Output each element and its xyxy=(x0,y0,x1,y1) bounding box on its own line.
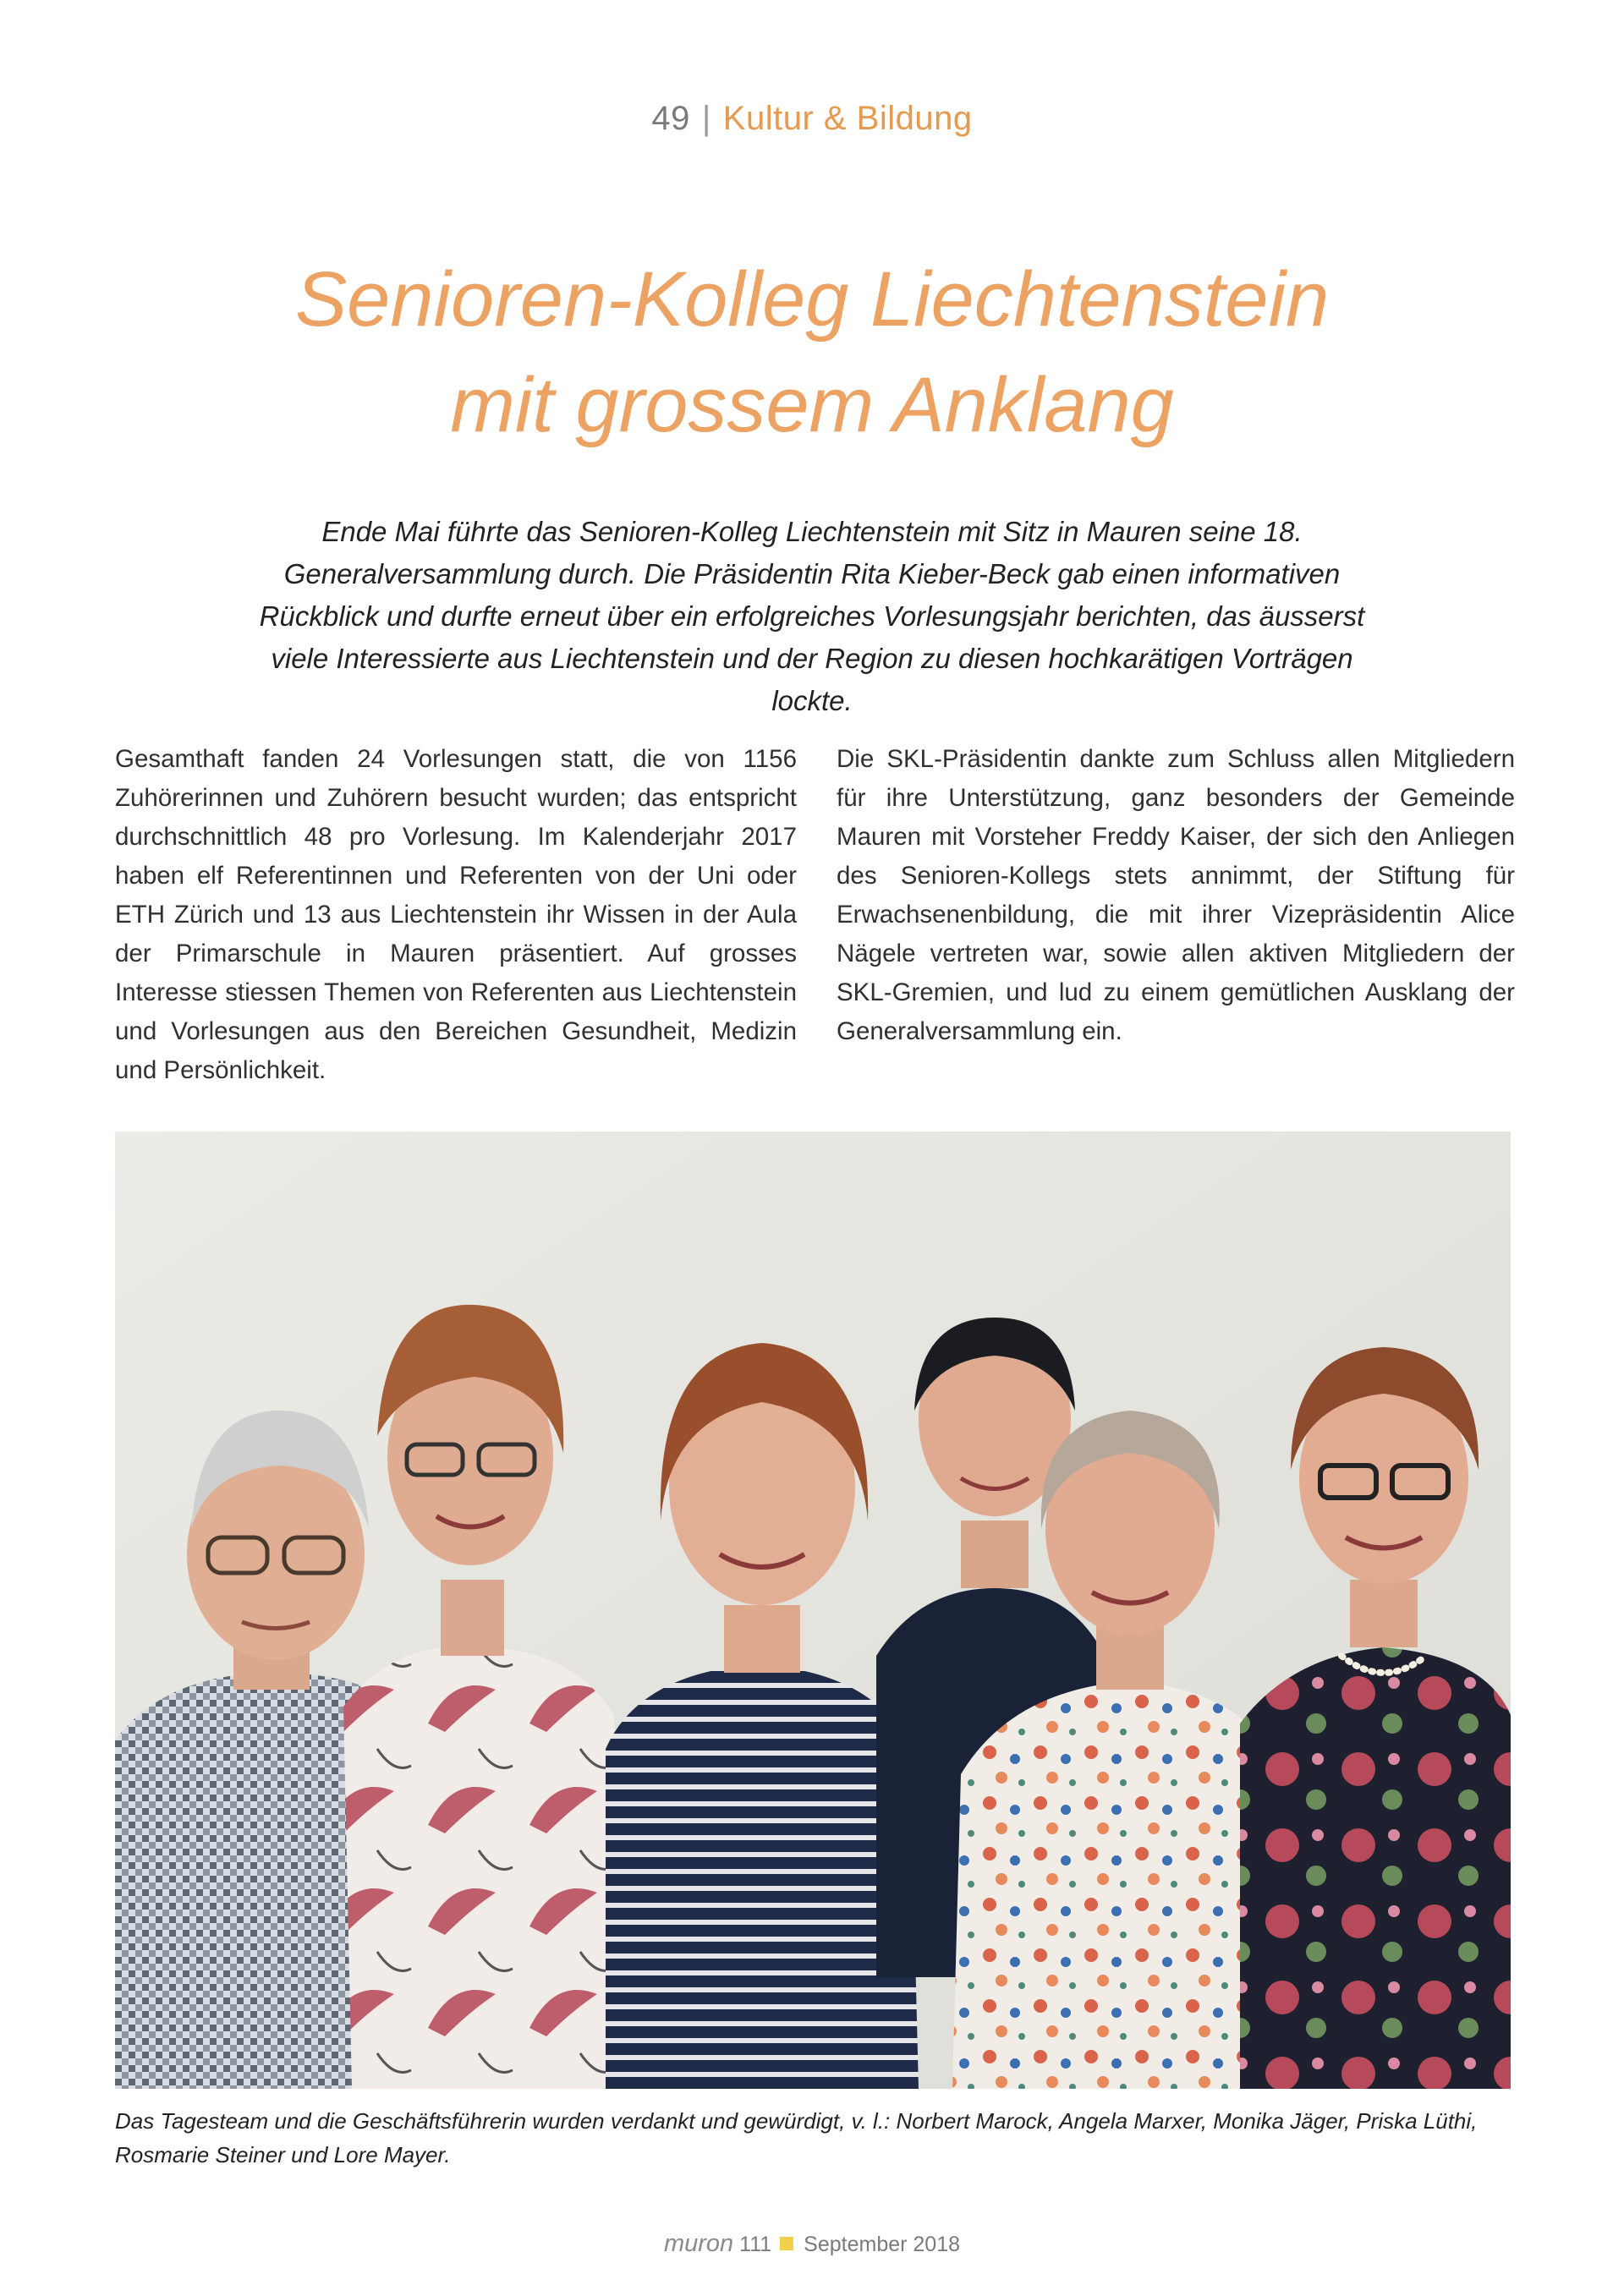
page-number: 49 xyxy=(651,100,690,137)
title-line-2: mit grossem Anklang xyxy=(450,362,1174,448)
article-lead: Ende Mai führte das Senioren-Kolleg Liechtenstein mit Sitz in Mauren seine 18. Generalversammlung durch. Die Präsidentin Rita Kieber-Beck gab einen informativen Rückblick und durfte erneut über ein erfolgreiches Vorlesungsjahr berichten, das äusserst viele Interessierte aus Liechtenstein und der Region zu diesen hochkarätigen Vorträgen lockte. xyxy=(259,516,1365,716)
magazine-name: muron xyxy=(663,2230,734,2257)
header-separator: | xyxy=(701,100,711,137)
issue-number: 111 xyxy=(739,2233,772,2256)
footer-square-icon xyxy=(780,2237,793,2250)
issue-date: September 2018 xyxy=(804,2233,961,2256)
page-footer xyxy=(0,2230,1624,2258)
body-column-right: Die SKL-Präsidentin dankte zum Schluss allen Mitgliedern für ihre Unterstützung, ganz besonders der Gemeinde Mauren mit Vorsteher Freddy Kaiser, der sich den Anliegen des Senioren-Kollegs stets annimmt, der Stiftung für Erwachsenenbildung, die mit ihrer Vizepräsidentin Alice Nägele vertreten war, sowie allen aktiven Mitgliedern der SKL-Gremien, und lud zu einem gemütlichen Ausklang der Generalversammlung ein. xyxy=(837,745,1515,1045)
article-title xyxy=(118,247,1506,458)
body-column-left: Gesamthaft fanden 24 Vorlesungen statt, die von 1156 Zuhörerinnen und Zuhörern besucht wurden; das entspricht durchschnittlich 48 pro Vorlesung. Im Kalenderjahr 2017 haben elf Referentinnen und Referenten von der Uni oder ETH Zürich und 13 aus Liechtenstein ihr Wissen in der Aula der Primarschule in Mauren präsentiert. Auf grosses Interesse stiessen Themen von Referenten aus Liechtenstein und Vorlesungen aus den Bereichen Gesundheit, Medizin und Persönlichkeit. xyxy=(115,745,797,1084)
group-photo-illustration xyxy=(115,1132,1511,2089)
section-title: Kultur & Bildung xyxy=(722,100,973,137)
photo-caption: Das Tagesteam und die Geschäftsführerin wurden verdankt und gewürdigt, v. l.: Norbert Marock, Angela Marxer, Monika Jäger, Priska Lüthi, Rosmarie Steiner und Lore Mayer. xyxy=(115,2108,1478,2167)
title-line-1: Senioren-Kolleg Liechtenstein xyxy=(294,256,1330,342)
group-photo xyxy=(115,1132,1511,2089)
page-header xyxy=(0,100,1624,138)
